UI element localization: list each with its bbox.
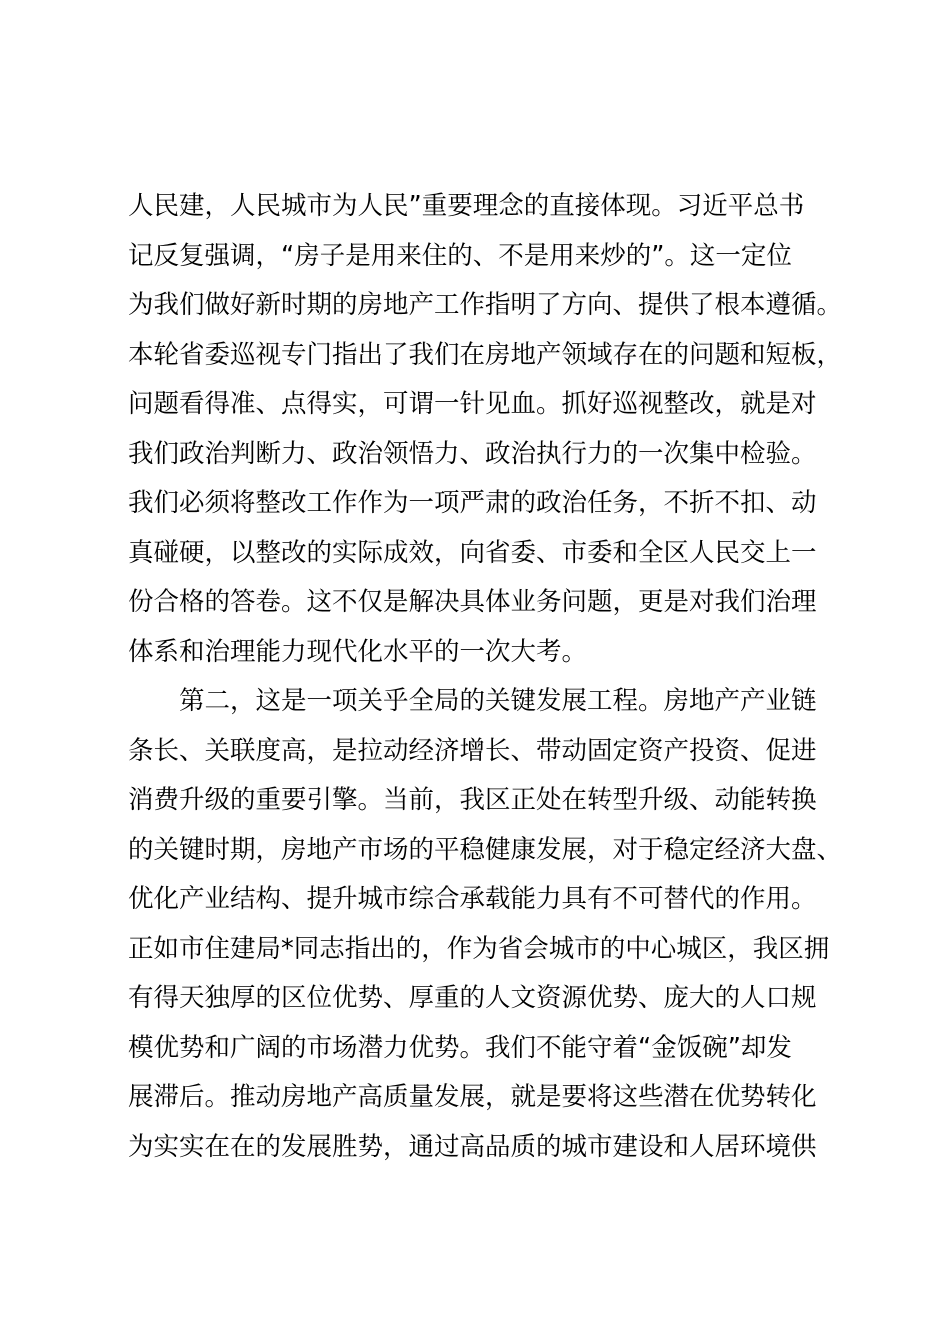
text-line: 份合格的答卷。这不仅是解决具体业务问题，更是对我们治理 [128, 587, 817, 617]
text-line: 问题看得准、点得实，可谓一针见血。抓好巡视整改，就是对 [128, 389, 817, 419]
text-line: 消费升级的重要引擎。当前，我区正处在转型升级、动能转换 [128, 785, 817, 815]
text-line: 人民建，人民城市为人民”重要理念的直接体现。习近平总书 [128, 191, 805, 221]
text-line: 我们必须将整改工作作为一项严肃的政治任务，不折不扣、动 [128, 488, 817, 518]
text-line: 体系和治理能力现代化水平的一次大考。 [128, 636, 588, 667]
text-line: 正如市住建局*同志指出的，作为省会城市的中心城区，我区拥 [128, 933, 830, 964]
text-line: 的关键时期，房地产市场的平稳健康发展，对于稳定经济大盘、 [128, 834, 843, 865]
body-text [128, 182, 843, 1172]
text-line: 为实实在在的发展胜势，通过高品质的城市建设和人居环境供 [128, 1131, 817, 1162]
text-line: 为我们做好新时期的房地产工作指明了方向、提供了根本遵循。 [128, 290, 843, 320]
text-line: 真碰硬，以整改的实际成效，向省委、市委和全区人民交上一 [128, 537, 817, 568]
paragraph-start-line: 第二，这是一项关乎全局的关键发展工程。房地产产业链 [179, 686, 817, 716]
text-line: 本轮省委巡视专门指出了我们在房地产领域存在的问题和短板， [128, 339, 843, 370]
text-line: 展滞后。推动房地产高质量发展，就是要将这些潜在优势转化 [128, 1082, 817, 1112]
text-line: 模优势和广阔的市场潜力优势。我们不能守着“金饭碗”却发 [128, 1032, 792, 1063]
text-line: 记反复强调，“房子是用来住的、不是用来炒的”。这一定位 [128, 240, 792, 271]
text-line: 优化产业结构、提升城市综合承载能力具有不可替代的作用。 [128, 884, 817, 914]
text-line: 条长、关联度高，是拉动经济增长、带动固定资产投资、促进 [128, 735, 817, 766]
text-line: 有得天独厚的区位优势、厚重的人文资源优势、庞大的人口规 [128, 983, 817, 1013]
text-line: 我们政治判断力、政治领悟力、政治执行力的一次集中检验。 [128, 438, 817, 469]
